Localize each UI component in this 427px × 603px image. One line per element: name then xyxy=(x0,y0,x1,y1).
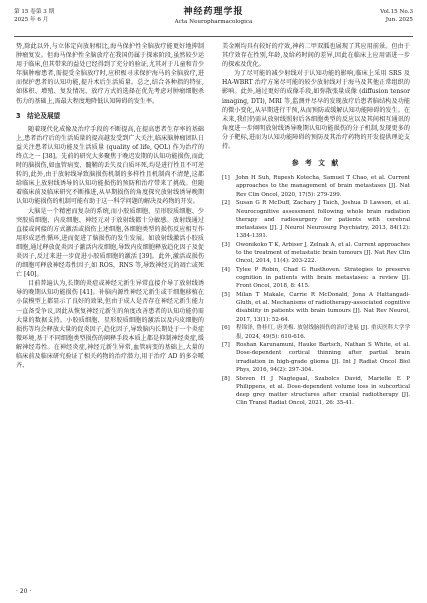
reference-number: [2] xyxy=(222,200,230,207)
reference-item xyxy=(222,324,410,340)
volume-en: Vol.15 No.3 xyxy=(380,9,413,15)
reference-text: Owonikoko T K, Arbiser J, Zelnak A, et al. Current approaches to the treatment of metastatic brain tumours [J]. Nat Rev Clin Oncol, 2014, 11(4): 203-222. xyxy=(236,241,410,265)
reference-number: [6] xyxy=(222,325,230,332)
reference-number: [8] xyxy=(222,375,230,382)
reference-item xyxy=(222,375,410,408)
paragraph: 美金刚均具有较好的疗效,神药二甲双胍也展现了其应用前景。但由于其疗效存在性别,年龄,及给药时间的差异,因此在临床上应用需进一步的探索及优化。 xyxy=(222,43,410,69)
page-header xyxy=(14,6,413,37)
journal-title: 神经药理学报 xyxy=(183,7,244,17)
reference-number: [7] xyxy=(222,342,230,349)
paragraph: 目前普遍认为,长期的炎症或神经元新生异常直接介导了放射线诱导的晚期认知功能损伤 [41]。补脑内源性神经元新生或干细胞移植在小鼠模型上都显示了良好的效果,但由于成人是否存在神经元新生能力一直备受争议,因此从恢复神经元新生的角度改善患者的认知功能仍需大量的数据支持。小胶质细胞、星形胶质细胞的激活以及内皮细胞的损伤等均会释放大量的促炎因子,趋化因子,导致脑内长期处于一个炎症微环境,基于不同细胞类型损伤的阐释手段本质上都是抑制神经炎症,缓解神经毒性。在神经炎症,神经元新生异常,血管病变的基础上,大量的临床前及临床研究验证了相关药物的治疗潜力,用于治疗 AD 的多奈哌齐、 xyxy=(16,280,204,370)
reference-text: 程锦泽, 鲁桂红, 唐美梅. 放射线脑损伤的治疗进展 [J]. 重庆医科大学学报, 2024, 49(5): 610-616. xyxy=(236,325,410,340)
issue-info-en xyxy=(380,8,413,24)
reference-number: [3] xyxy=(222,241,230,248)
paragraph: 大脑是一个精密而复杂的系统,而小胶质细胞、星形胶质细胞、少突胶质细胞、内皮细胞、神经元对于放射线都十分敏感。放射线通过直接或间接的方式激活或损伤上述细胞,各细胞类型的损伤反应相互作用形成恶性循环,进而促进了脑损伤的发生发展。如放射线激活小胶质细胞,通过释放促炎因子激活内皮细胞,导致内皮细胞释放趋化因子及促炎因子,反过来进一步促进小胶质细胞的激活 [39]。此外,激活或损伤的细胞可释放神经毒性因子,如 ROS、RNS 等,导致神经元的凋亡或死亡 [40]。 xyxy=(16,207,204,279)
reference-item xyxy=(222,291,410,324)
reference-text: Susan G R McDuff, Zachary J Taich, Joshua D Lawson, et al. Neurocognitive assessment following whole brain radiation therapy and radiosurgery for patients with cerebral metastases [J]. J Neurol Neurosurg Psychiatry, 2013, 84(12): 1384-1391. xyxy=(236,200,410,240)
page-number: · 20 · xyxy=(16,588,32,595)
issue-volume: 第 15 卷第 3 期 xyxy=(14,9,55,15)
right-column xyxy=(222,42,410,408)
reference-text: Milan T Makale, Carrie R McDonald, Jona A Hattangadi-Gluth, et al. Mechanisms of radiotherapy-associated cognitive disability in patients with brain tumours [J]. Nat Rev Neurol, 2017, 13(1): 52-64. xyxy=(236,292,410,323)
journal-subtitle: Acta Neuropharmacologica xyxy=(174,19,253,25)
reference-text: Roshan Karunamuni, Hauke Bartsch, Nathan S White, et al. Dose-dependent cortical thinning after partial brain irradiation in high-grade glioma [J]. Int J Radiat Oncol Biol Phys, 2016, 94(2): 297-304. xyxy=(236,342,410,373)
reference-text: Tylee P Robin, Chad G Rusthoven. Strategies to preserve cognition in patients with brain metastases: a review [J]. Front Oncol, 2018, 8: 415. xyxy=(236,266,410,290)
reference-item xyxy=(222,199,410,240)
date-en: Jun. 2025 xyxy=(385,17,413,23)
reference-text: John H Suh, Rupesh Kotecha, Samuel T Chao, et al. Current approaches to the management of brain metastases [J]. Nat Rev Clin Oncol, 2020, 17(5): 279-299. xyxy=(236,175,410,198)
paragraph: 为了尽可能的减少射线对于认知功能的影响,临床上采用 SRS 及 HA-WBRT 治疗方案尽可能的较少放射线对于海马及其他正常组织的影响。此外,通过更好的成像手段,如弥散张量成像 (diffusion tensor imaging, DTI), MRI 等,监测并尽早的发现放疗后患者脑结构及功能的微小变化,从早期进行干预,从而预防或缓解认知功能障碍的发生。在未来,我们仍需从放射线照射后各细胞类型的反应以及其间相互通讯的角度进一步阐明放射线诱导晚期认知功能损伤的分子机制,发现更多的分子靶标,进而为认知功能障碍的预防及其治疗药物的开发提供理论支持。 xyxy=(222,70,410,151)
reference-item xyxy=(222,174,410,199)
reference-number: [5] xyxy=(222,292,230,299)
reference-text: Steven H J Nagtegaal, Szabolcs David, Marielle E P Philippens, et al. Dose-dependent volume loss in subcortical deep grey matter structures after cranial radiotherapy [J]. Clin Transl Radiat Oncol, 2021, 26: 35-41. xyxy=(236,375,410,407)
reference-item xyxy=(222,266,410,291)
reference-number: [1] xyxy=(222,175,230,182)
reference-item xyxy=(222,341,410,374)
journal-title-block xyxy=(14,6,413,26)
reference-number: [4] xyxy=(222,266,230,273)
paragraph: 势,除此以外,与立体定向放射相比,海马保护性全脑放疗能更好地抑制肿瘤复发。但海马保护性全脑放疗在我国仍属于探索阶段,虽然较少运用于临床,但其带来的益处已经得到了充分的验证,尤其对于儿童和青少年脑肿瘤患者,需提受全脑放疗时,应积极寻求保护海马的全脑放疗,进而保护患者的认知功能,提升术后生活质量。总之,结合各种指的特征,如体积、增殖、复发情况、放疗方式的选择在优先考虑对肿瘤细胞杀伤力的基础上,需最大程度地降低认知障碍的发生率。 xyxy=(16,43,204,105)
reference-item xyxy=(222,241,410,266)
reference-list xyxy=(222,174,410,407)
left-column xyxy=(16,42,204,370)
section-heading: 3 结论及展望 xyxy=(16,111,61,120)
references-heading: 参 考 文 献 xyxy=(291,159,341,168)
paragraph: 随着现代化成像及治疗手段的不断提高,在提高患者生存率的基础上,患者治疗后的生活质量的提高越发受到广大关注,临床脑肿瘤团队日益关注患者认知功能及生活质量 (quality of life, QOL) 作为治疗的终点之一 [38]。先前的研究大多聚焦于晚迟发期的认知功能损伤,而此时的脑损伤,如血管病变、髓鞘的丢失及白质坏死,均是进行性且不可逆转的,此外,由于放射线导致脑损伤机制的多样性且机制尚不清楚,这都给临床上放射线诱导的认知功能损伤的预防和治疗带来了挑战。但随着临床前及临床研究不断推进,从早期损伤的角度探究放射线诱导晚期认知功能损伤的机制可能有助于这一科学问题的解决及药物的开发。 xyxy=(16,125,204,206)
issue-date: 2025 年 6 月 xyxy=(14,17,49,23)
